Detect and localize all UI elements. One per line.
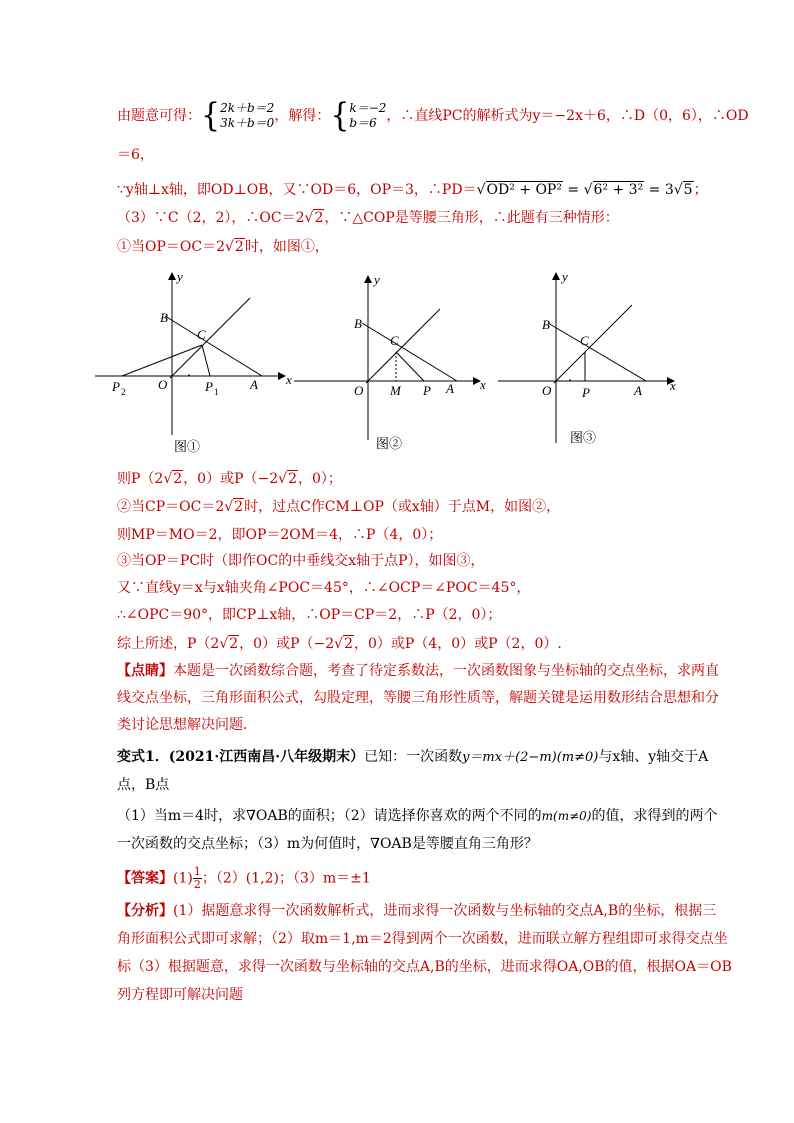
text: = 3 bbox=[644, 182, 674, 198]
label-x: x bbox=[480, 377, 486, 392]
radicand: 5 bbox=[683, 182, 693, 198]
label-p2: P bbox=[112, 379, 120, 394]
eq: k＝−2 bbox=[349, 101, 387, 115]
radicand: 2 bbox=[344, 636, 353, 652]
solution-line-11: ∴∠OPC＝90°，即CP⊥x轴，∴OP＝CP＝2，∴P（2，0）； bbox=[117, 607, 502, 623]
label-x: x bbox=[670, 378, 676, 393]
radicand: 2 bbox=[234, 499, 244, 515]
label-p1-sub: 1 bbox=[214, 387, 219, 397]
answer-line bbox=[117, 866, 371, 891]
label-c: C bbox=[197, 327, 206, 342]
label-a: A bbox=[250, 377, 258, 392]
solution-line-8: 则MP＝MO＝2，即OP＝2OM＝4，∴P（4，0）； bbox=[117, 527, 443, 543]
solution-line-10: 又∵直线y＝x与x轴夹角∠POC＝45°，∴∠OCP＝∠POC＝45°， bbox=[117, 580, 531, 596]
label-x: x bbox=[286, 372, 292, 387]
variant-question-line-2: 点，B点 bbox=[117, 777, 170, 793]
text: ②当CP＝OC＝2 bbox=[117, 499, 225, 515]
variant-question-line-3 bbox=[117, 806, 717, 826]
variant-question-line-1 bbox=[117, 747, 708, 768]
radicand: 2 bbox=[314, 210, 324, 226]
text: (1) bbox=[173, 870, 193, 887]
radicand: 2 bbox=[234, 239, 244, 255]
variant-title: 变式1．(2021·江西南昌·八年级期末） bbox=[117, 749, 365, 765]
figure-caption: 图② bbox=[376, 436, 403, 451]
label-p: P bbox=[423, 383, 431, 398]
solution-line-2: ＝6， bbox=[117, 147, 154, 163]
eq: 3k＋b＝0 bbox=[220, 116, 275, 130]
label-c: C bbox=[580, 333, 589, 348]
analysis-tag: 【分析】 bbox=[117, 903, 173, 919]
variant-question-line-4: 一次函数的交点坐标；（3）m为何值时，∇OAB是等腰直角三角形？ bbox=[117, 836, 538, 852]
formula: m(m≠0) bbox=[541, 809, 592, 823]
commentary-tag: 【点睛】 bbox=[117, 663, 173, 679]
label-y: y bbox=[177, 269, 183, 284]
text: ，0）； bbox=[297, 471, 342, 487]
text: 则P（2 bbox=[117, 471, 164, 487]
segment-cp bbox=[396, 352, 424, 381]
fraction-one-half bbox=[193, 866, 202, 891]
text: 时，过点C作CM⊥OP（或x轴）于点M，如图②， bbox=[244, 499, 561, 515]
segment-c-p2 bbox=[122, 345, 202, 376]
solution-line-7: ②当CP＝OC＝2√2时，过点C作CM⊥OP（或x轴）于点M，如图②， bbox=[117, 499, 561, 515]
text: ； bbox=[693, 182, 708, 198]
text: （1）当m＝4时，求∇OAB的面积；（2）请选择你喜欢的两个不同的 bbox=[117, 808, 542, 824]
figure-2 bbox=[292, 268, 492, 458]
analysis-line-3: 标（3）根据题意，求得一次函数与坐标轴的交点A,B的坐标，进而求得OA,OB的值，根据OA＝OB bbox=[117, 959, 732, 975]
text: 与x轴、y轴交于A bbox=[598, 749, 709, 765]
text: = bbox=[562, 182, 584, 198]
radicand: 2 bbox=[229, 636, 239, 652]
text: ，0）或P（−2 bbox=[183, 471, 279, 487]
eq: 2k＋b＝2 bbox=[220, 101, 275, 115]
text: 由题意可得： bbox=[117, 108, 201, 124]
solution-line-6: 则P（2√2，0）或P（−2√2，0）； bbox=[117, 471, 342, 487]
line-y-eq-x bbox=[554, 305, 632, 383]
text: 已知：一次函数 bbox=[364, 749, 463, 765]
equation-system-2 bbox=[349, 101, 386, 131]
text: 时，如图①， bbox=[244, 239, 329, 255]
line-ab bbox=[165, 316, 262, 376]
text: ，∴直线PC的解析式为y＝−2x＋6，∴D（0，6），∴OD bbox=[386, 108, 749, 124]
label-b: B bbox=[160, 310, 168, 325]
text: 的值，求得到的两个 bbox=[591, 808, 718, 824]
analysis-line-1 bbox=[117, 901, 716, 921]
label-o: O bbox=[542, 383, 552, 398]
sqrt-expression: √OD² + OP² = √6² + 3² = 3√5 bbox=[476, 182, 693, 198]
solution-line-4: （3）∵C（2，2），∴OC＝2√2，∵△COP是等腰三角形，∴此题有三种情形： bbox=[117, 210, 619, 226]
solution-line-5: ①当OP＝OC＝2√2时，如图①， bbox=[117, 239, 329, 255]
solution-line-1 bbox=[117, 98, 749, 134]
numerator: 1 bbox=[193, 865, 201, 878]
line-y-eq-x bbox=[366, 309, 440, 383]
text: ；（2）(1,2)；（3）m＝±1 bbox=[201, 870, 371, 887]
line-ab bbox=[548, 323, 646, 381]
segment-c-p1 bbox=[202, 345, 210, 376]
analysis-line-2: 角形面积公式即可求解；（2）取m＝1,m＝2得到两个一次函数，进而联立解方程组即可求得交点坐 bbox=[117, 931, 728, 947]
label-o: O bbox=[354, 383, 364, 398]
label-a: A bbox=[446, 381, 454, 396]
answer-tag: 【答案】 bbox=[117, 870, 173, 887]
label-a: A bbox=[634, 383, 642, 398]
brace: { bbox=[201, 96, 221, 135]
radicand: OD² + OP² bbox=[486, 182, 562, 198]
commentary-line-2: 线交点坐标，三角形面积公式，勾股定理，等腰三角形性质等，解题关键是运用数形结合思想和分 bbox=[117, 690, 719, 706]
text: ，0）或P（−2 bbox=[239, 636, 335, 652]
equation-system-1 bbox=[220, 101, 274, 131]
solution-line-12: 综上所述，P（2√2，0）或P（−2√2，0）或P（4，0）或P（2，0）. bbox=[117, 636, 562, 652]
label-p1: P bbox=[205, 379, 213, 394]
eq: b＝6 bbox=[349, 116, 377, 130]
text: 本题是一次函数综合题，考查了待定系数法，一次函数图象与坐标轴的交点坐标，求两直 bbox=[173, 663, 719, 679]
radicand: 2 bbox=[173, 471, 183, 487]
text: ，解得： bbox=[274, 108, 331, 124]
radicand: 2 bbox=[288, 471, 297, 487]
label-p: P bbox=[582, 385, 590, 400]
text: (1）据题意求得一次函数解析式，进而求得一次函数与坐标轴的交点A,B的坐标，根据三 bbox=[173, 903, 717, 919]
label-p2-sub: 2 bbox=[121, 387, 126, 397]
analysis-line-4: 列方程即可解决问题 bbox=[117, 987, 243, 1003]
radicand: 6² + 3² bbox=[593, 182, 644, 198]
figure-caption: 图③ bbox=[570, 430, 597, 445]
label-y: y bbox=[562, 269, 568, 284]
label-c: C bbox=[390, 333, 399, 348]
line-y-eq-x bbox=[170, 298, 250, 378]
commentary-line-1 bbox=[117, 661, 719, 681]
figure-caption: 图① bbox=[174, 439, 201, 454]
denominator: 2 bbox=[193, 878, 201, 891]
figure-3 bbox=[496, 265, 686, 455]
solution-line-3 bbox=[117, 180, 708, 200]
text: （3）∵C（2，2），∴OC＝2 bbox=[117, 210, 305, 226]
commentary-line-3: 类讨论思想解决问题． bbox=[117, 717, 257, 733]
solution-line-9: ③当OP＝PC时（即作OC的中垂线交x轴于点P），如图③， bbox=[117, 553, 485, 569]
label-y: y bbox=[374, 272, 380, 287]
label-o: O bbox=[158, 377, 168, 392]
label-b: B bbox=[542, 317, 550, 332]
label-m: M bbox=[390, 383, 401, 398]
figure-1 bbox=[90, 265, 300, 455]
text: ，0）或P（4，0）或P（2，0）. bbox=[353, 636, 562, 652]
text: ①当OP＝OC＝2 bbox=[117, 239, 225, 255]
text: 综上所述，P（2 bbox=[117, 636, 220, 652]
formula: y＝mx＋(2−m)(m≠0) bbox=[462, 750, 599, 765]
text: ∵y轴⊥x轴，即OD⊥OB，又∵OD＝6，OP＝3，∴PD＝ bbox=[117, 182, 477, 198]
label-b: B bbox=[354, 316, 362, 331]
brace: { bbox=[330, 96, 350, 135]
text: ，∵△COP是等腰三角形，∴此题有三种情形： bbox=[324, 210, 619, 226]
